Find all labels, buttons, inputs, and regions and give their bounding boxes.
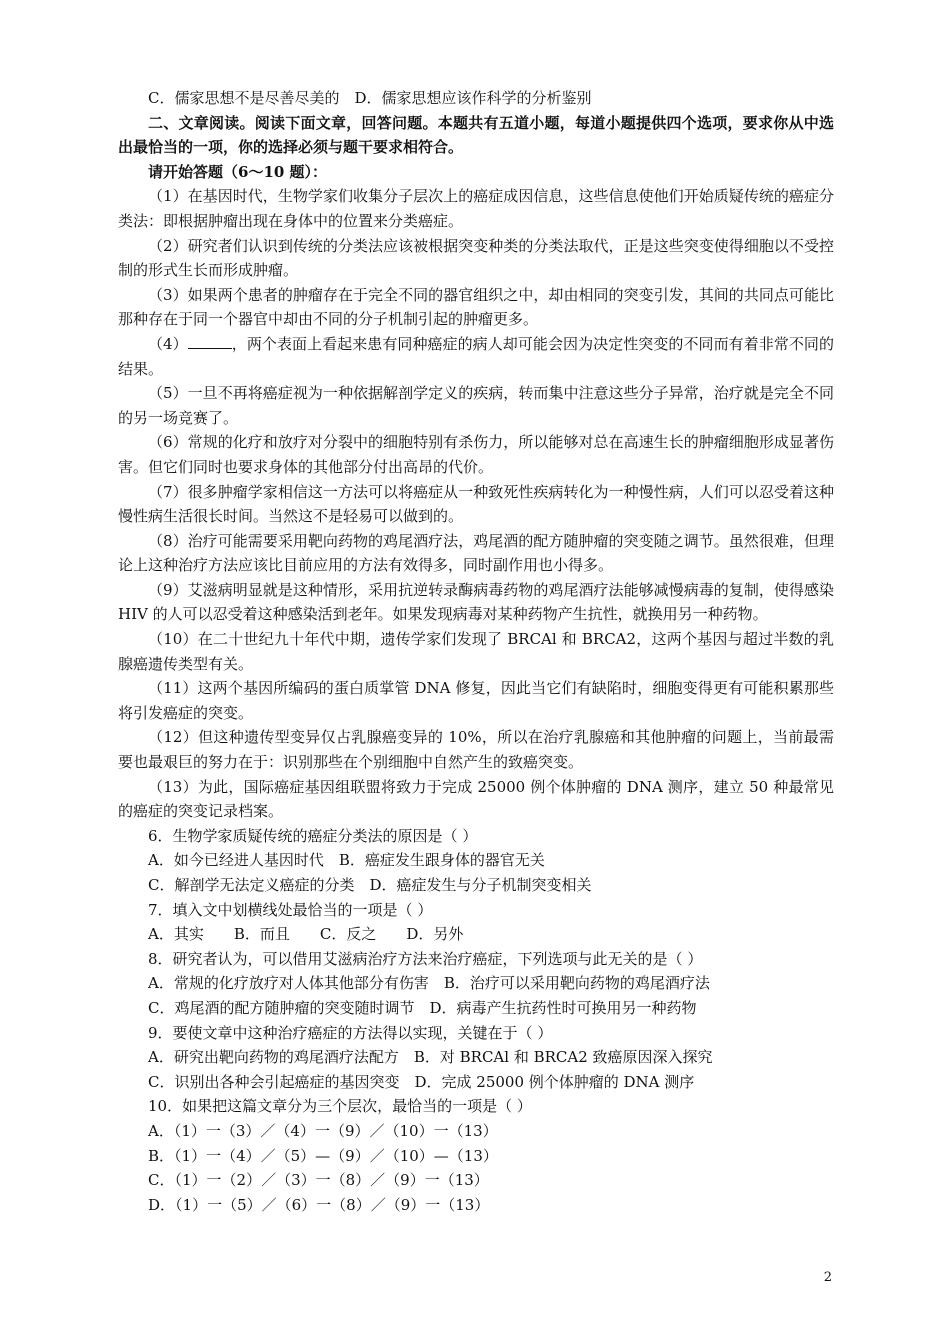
question-8-options-ab: A．常规的化疗放疗对人体其他部分有伤害 B．治疗可以采用靶向药物的鸡尾酒疗法 <box>148 974 710 993</box>
paragraph-2: （2）研究者们认识到传统的分类法应该被根据突变种类的分类法取代，正是这些突变使得细胞以不受控制的形式生长而形成肿瘤。 <box>118 236 834 280</box>
paragraph-4-text: ，两个表面上看起来患有同种癌症的病人却可能会因为决定性突变的不同而有着非常不同的结果。 <box>118 334 834 378</box>
section-heading: 二、文章阅读。阅读下面文章，回答问题。本题共有五道小题，每道小题提供四个选项，要求你从中选出最恰当的一项，你的选择必须与题干要求相符合。 <box>118 113 834 157</box>
page-number: 2 <box>823 1270 832 1285</box>
question-7: 7．填入文中划横线处最恰当的一项是（ ） <box>148 900 433 919</box>
paragraph-12: （12）但这种遗传型变异仅占乳腺癌变异的 10%，所以在治疗乳腺癌和其他肿瘤的问题上，当前最需要也最艰巨的努力在于：识别那些在个别细胞中自然产生的致癌突变。 <box>118 728 834 772</box>
question-10-option-b: B．（1）一（4）／（5）—（9）／（10）—（13） <box>148 1146 498 1165</box>
prev-question-options: C．儒家思想不是尽善尽美的 D．儒家思想应该作科学的分析鉴别 <box>148 89 592 107</box>
fill-blank <box>188 334 232 349</box>
paragraph-9: （9）艾滋病明显就是这种情形，采用抗逆转录酶病毒药物的鸡尾酒疗法能够减慢病毒的复制，使得感染 HIV 的人可以忍受着这种感染活到老年。如果发现病毒对某种药物产生抗性，就换用另一种药物。 <box>118 580 834 624</box>
question-10-option-c: C．（1）一（2）／（3）一（8）／（9）一（13） <box>148 1171 489 1190</box>
paragraph-6: （6）常规的化疗和放疗对分裂中的细胞特别有杀伤力，所以能够对总在高速生长的肿瘤细胞形成显著伤害。但它们同时也要求身体的其他部分付出高昂的代价。 <box>118 433 834 476</box>
question-6: 6．生物学家质疑传统的癌症分类法的原因是（ ） <box>148 826 478 845</box>
paragraph-8: （8）治疗可能需要采用靶向药物的鸡尾酒疗法，鸡尾酒的配方随肿瘤的突变随之调节。虽然很难，但理论上这种治疗方法应该比目前应用的方法有效得多，同时副作用也小得多。 <box>118 531 834 575</box>
question-9: 9．要使文章中这种治疗癌症的方法得以实现，关键在于（ ） <box>148 1023 553 1042</box>
paragraph-3: （3）如果两个患者的肿瘤存在于完全不同的器官组织之中，却由相同的突变引发，其间的共同点可能比那种存在于同一个器官中却由不同的分子机制引起的肿瘤更多。 <box>118 285 834 329</box>
question-10-option-d: D．（1）一（5）／（6）一（8）／（9）一（13） <box>148 1195 490 1214</box>
paragraph-1: （1）在基因时代，生物学家们收集分子层次上的癌症成因信息，这些信息使他们开始质疑传统的癌症分类法：即根据肿瘤出现在身体中的位置来分类癌症。 <box>118 187 834 230</box>
paragraph-11: （11）这两个基因所编码的蛋白质掌管 DNA 修复，因此当它们有缺陷时，细胞变得更有可能积累那些将引发癌症的突变。 <box>118 679 834 722</box>
paragraph-10: （10）在二十世纪九十年代中期，遗传学家们发现了 BRCAl 和 BRCA2，这两个基因与超过半数的乳腺癌遗传类型有关。 <box>118 630 834 673</box>
question-9-options-ab: A．研究出靶向药物的鸡尾酒疗法配方 B．对 BRCAl 和 BRCA2 致癌原因深入探究 <box>148 1048 713 1067</box>
question-7-options: A．其实 B．而且 C．反之 D．另外 <box>148 925 464 944</box>
question-8-options-cd: C．鸡尾酒的配方随肿瘤的突变随时调节 D．病毒产生抗药性时可换用另一种药物 <box>148 998 697 1017</box>
question-8: 8．研究者认为，可以借用艾滋病治疗方法来治疗癌症，下列选项与此无关的是（ ） <box>148 949 703 968</box>
paragraph-13: （13）为此，国际癌症基因组联盟将致力于完成 25000 例个体肿瘤的 DNA 测序，建立 50 种最常见的癌症的突变记录档案。 <box>118 777 834 821</box>
paragraph-4 <box>118 332 834 381</box>
question-9-options-cd: C．识别出各种会引起癌症的基因突变 D．完成 25000 例个体肿瘤的 DNA 测序 <box>148 1072 695 1091</box>
paragraph-7: （7）很多肿瘤学家相信这一方法可以将癌症从一种致死性疾病转化为一种慢性病，人们可以忍受着这种慢性病生活很长时间。当然这不是轻易可以做到的。 <box>118 482 834 526</box>
question-10: 10．如果把这篇文章分为三个层次，最恰当的一项是（ ） <box>148 1097 532 1116</box>
document-page <box>118 86 834 1217</box>
start-prompt: 请开始答题（6～10 题）： <box>148 162 328 181</box>
paragraph-5: （5）一旦不再将癌症视为一种依据解剖学定义的疾病，转而集中注意这些分子异常，治疗就是完全不同的另一场竞赛了。 <box>118 384 834 427</box>
question-6-options-ab: A．如今已经进人基因时代 B．癌症发生跟身体的器官无关 <box>148 851 545 870</box>
question-10-option-a: A．（1）一（3）／（4）一（9）／（10）一（13） <box>148 1121 498 1140</box>
paragraph-4-label: （4） <box>148 334 188 353</box>
question-6-options-cd: C．解剖学无法定义癌症的分类 D．癌症发生与分子机制突变相关 <box>148 876 592 894</box>
